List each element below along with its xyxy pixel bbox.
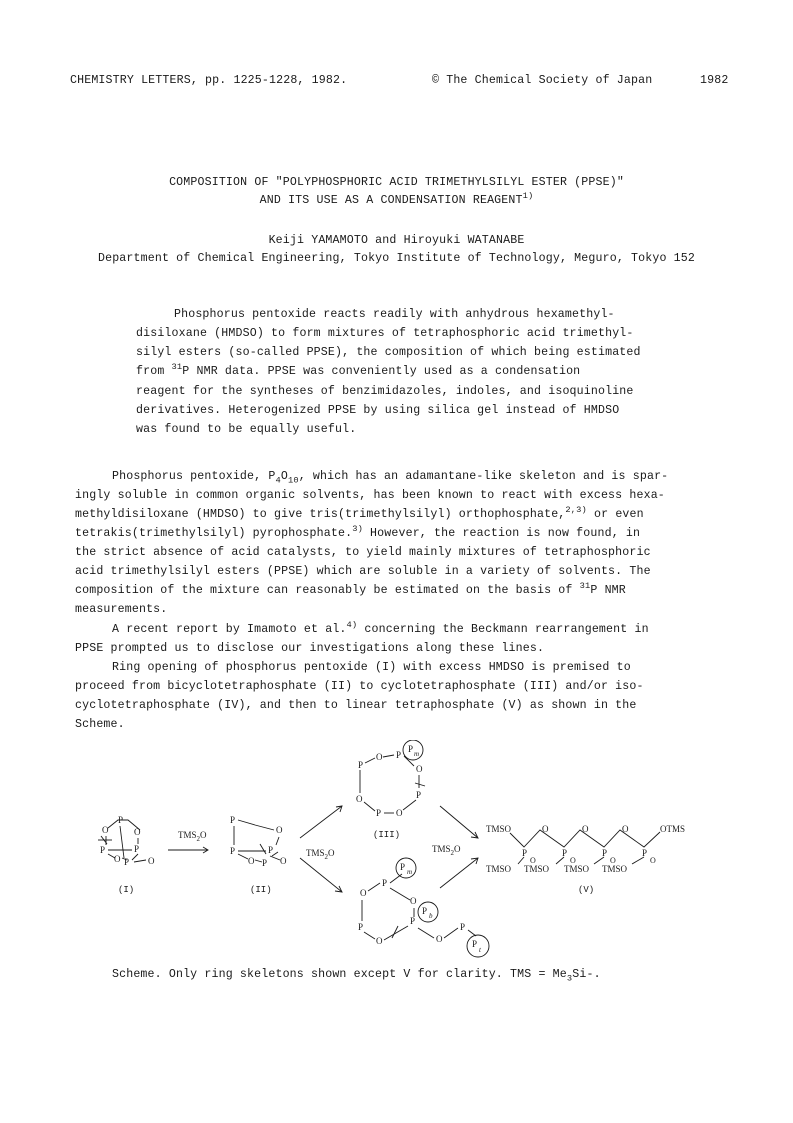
body-line: Scheme. (75, 718, 125, 731)
body-line: cyclotetraphosphate (IV), and then to linear tetraphosphate (V) as shown in the (75, 699, 637, 712)
atom-o: O (542, 824, 549, 834)
atom-p: P (118, 815, 124, 825)
atom-p: P (376, 808, 382, 818)
atom-p: P (472, 939, 478, 949)
atom-p: P (124, 857, 130, 867)
reaction-scheme (80, 740, 700, 960)
atom-p: P (410, 916, 416, 926)
atom-p: P (460, 922, 466, 932)
body-line: the strict absence of acid catalysts, to yield mainly mixtures of tetraphosphoric (75, 546, 651, 559)
body-line: measurements. (75, 603, 168, 616)
atom-o: O (396, 808, 403, 818)
journal-header: CHEMISTRY LETTERS, pp. 1225-1228, 1982. (70, 74, 348, 87)
abstract-line: from $^{31}$P NMR data. PPSE was conveniently used as a condensation (136, 362, 581, 378)
atom-p: P (422, 906, 428, 916)
atom-o: O (436, 934, 443, 944)
body-line: composition of the mixture can reasonably be estimated on the basis of $^{31}$P NMR (75, 581, 626, 597)
atom-p: P (358, 922, 364, 932)
p-terminal: t (479, 946, 481, 954)
atom-o: O (570, 856, 576, 865)
arrows-ii (300, 806, 342, 892)
reagent-label: $TMS_2O$ (178, 830, 207, 843)
atom-p: P (416, 790, 422, 800)
authors: Keiji YAMAMOTO and Hiroyuki WATANABE (268, 234, 525, 247)
tmso-group: TMSO (486, 824, 512, 834)
label-v: (V) (578, 885, 595, 895)
tmso-group: TMSO (486, 864, 512, 874)
atom-o: O (376, 936, 383, 946)
arrows-to-v (432, 806, 478, 888)
abstract-line: Phosphorus pentoxide reacts readily with anhydrous hexamethyl- (174, 308, 615, 321)
reagent-label: $TMS_2O$ (432, 844, 461, 857)
atom-o: O (376, 752, 383, 762)
atom-p: P (400, 862, 406, 872)
body-line: methyldisiloxane (HMDSO) to give tris(trimethylsilyl) orthophosphate,$^{2,3)}$ or even (75, 505, 644, 521)
atom-p: P (562, 848, 568, 858)
tmso-group: TMSO (602, 864, 628, 874)
p-middle: m (414, 750, 420, 758)
atom-p: P (522, 848, 528, 858)
atom-o: O (102, 825, 109, 835)
header-year: 1982 (700, 74, 729, 87)
label-iii: (III) (373, 830, 401, 840)
atom-o: O (582, 824, 589, 834)
body-line: tetrakis(trimethylsilyl) pyrophosphate.$^{3)}$ However, the reaction is now found, in (75, 524, 641, 540)
scheme-caption: Scheme. Only ring skeletons shown except V for clarity. TMS = $Me_3Si-$. (112, 968, 601, 984)
structure-i (98, 815, 155, 895)
p-middle: m (407, 868, 413, 876)
atom-o: O (530, 856, 536, 865)
atom-p: P (642, 848, 648, 858)
p-branch: b (429, 912, 433, 920)
abstract-line: silyl esters (so-called PPSE), the composition of which being estimated (136, 346, 641, 359)
title-line-2: AND ITS USE AS A CONDENSATION REAGENT$^{1)}$ (259, 191, 534, 207)
atom-o: O (416, 764, 423, 774)
body-line: Phosphorus pentoxide, $P_4O_{10}$, which has an adamantane-like skeleton and is spar- (112, 470, 669, 486)
body-line: PPSE prompted us to disclose our investigations along these lines. (75, 642, 545, 655)
atom-o: O (148, 856, 155, 866)
abstract-line: was found to be equally useful. (136, 423, 357, 436)
reagent-label: $TMS_2O$ (306, 848, 335, 861)
copyright-notice: © The Chemical Society of Japan (432, 74, 653, 87)
atom-p: P (262, 858, 268, 868)
atom-o: O (410, 896, 417, 906)
atom-p: P (230, 846, 236, 856)
body-line: A recent report by Imamoto et al.$^{4)}$ concerning the Beckmann rearrangement in (112, 620, 649, 636)
atom-p: P (230, 815, 236, 825)
structure-ii (230, 815, 287, 895)
abstract-line: derivatives. Heterogenized PPSE by using silica gel instead of HMDSO (136, 404, 620, 417)
tmso-group: TMSO (564, 864, 590, 874)
body-line: ingly soluble in common organic solvents, has been known to react with excess hexa- (75, 489, 665, 502)
title-line-1: COMPOSITION OF "POLYPHOSPHORIC ACID TRIMETHYLSILYL ESTER (PPSE)" (169, 176, 624, 189)
atom-p: P (396, 750, 402, 760)
atom-p: P (602, 848, 608, 858)
atom-p: P (358, 760, 364, 770)
atom-o: O (280, 856, 287, 866)
atom-o: O (114, 854, 121, 864)
body-line: Ring opening of phosphorus pentoxide (I) with excess HMDSO is premised to (112, 661, 631, 674)
atom-p: P (382, 878, 388, 888)
abstract-line: reagent for the syntheses of benzimidazoles, indoles, and isoquinoline (136, 385, 634, 398)
atom-o: O (248, 856, 255, 866)
structure-iii (356, 740, 425, 840)
body-line: proceed from bicyclotetraphosphate (II) to cyclotetraphosphate (III) and/or iso- (75, 680, 644, 693)
atom-o: O (276, 825, 283, 835)
atom-p: P (268, 845, 274, 855)
atom-o: O (650, 856, 656, 865)
atom-o: O (356, 794, 363, 804)
atom-p: P (408, 744, 414, 754)
atom-o: O (360, 888, 367, 898)
body-line: acid trimethylsilyl esters (PPSE) which are soluble in a variety of solvents. The (75, 565, 651, 578)
structure-v (486, 824, 685, 895)
affiliation: Department of Chemical Engineering, Tokyo Institute of Technology, Meguro, Tokyo 152 (97, 252, 696, 265)
atom-o: O (622, 824, 629, 834)
abstract-line: disiloxane (HMDSO) to form mixtures of tetraphosphoric acid trimethyl- (136, 327, 634, 340)
label-ii: (II) (250, 885, 272, 895)
atom-o: O (610, 856, 616, 865)
atom-p: P (134, 844, 140, 854)
label-i: (I) (118, 885, 135, 895)
atom-o: O (134, 827, 141, 837)
atom-p: P (100, 845, 106, 855)
arrow-i-ii (168, 830, 208, 853)
otms-group: OTMS (660, 824, 686, 834)
structure-iv (358, 858, 489, 960)
tmso-group: TMSO (524, 864, 550, 874)
